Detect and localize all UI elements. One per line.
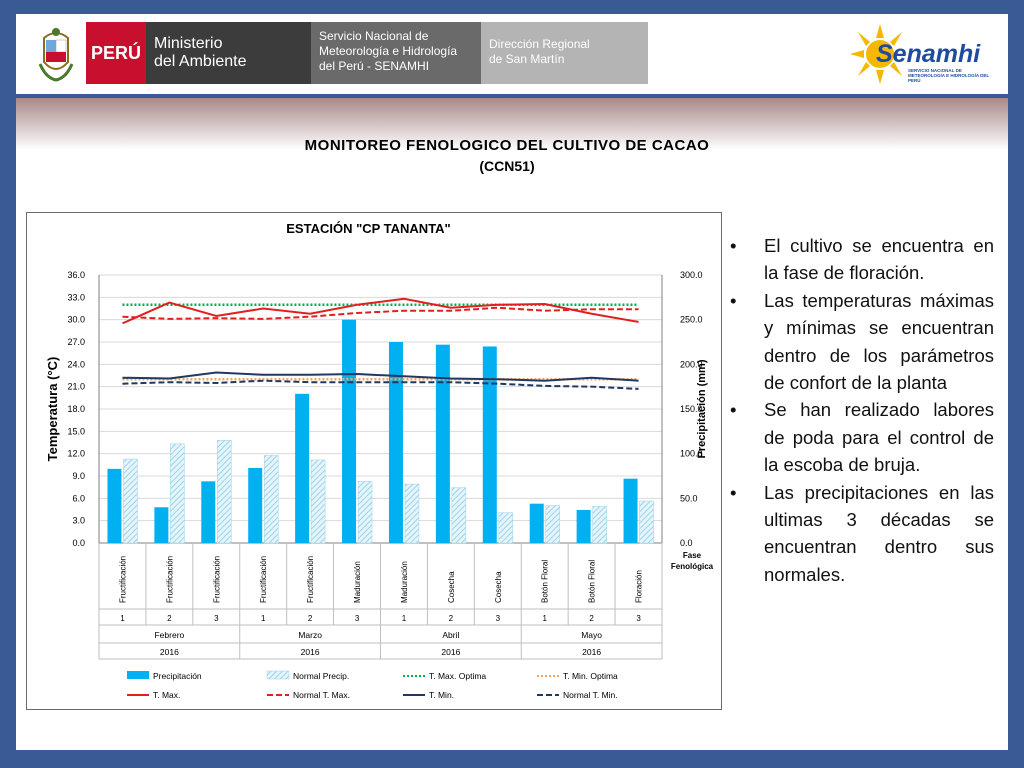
phase-label: Botón Floral — [540, 559, 550, 603]
month-label: Mayo — [581, 630, 603, 640]
legend-label: T. Min. — [429, 690, 455, 700]
normal-precip-bar — [405, 484, 419, 543]
series-line-normal-t-max — [122, 308, 638, 319]
slide-subtitle: (CCN51) — [479, 158, 535, 174]
precip-bar — [577, 510, 591, 543]
peru-label: PERÚ — [86, 22, 146, 84]
phase-label: Cosecha — [493, 571, 503, 603]
servicio-line3: del Perú - SENAMHI — [319, 59, 430, 73]
note-text: El cultivo se encuentra en la fase de floración. — [764, 235, 994, 284]
phase-label: Maduración — [399, 561, 409, 603]
normal-precip-bar — [546, 505, 560, 543]
note-text: Se han realizado labores de poda para el control de la escoba de bruja. — [764, 399, 994, 476]
y-tick-label: 0.0 — [72, 538, 85, 548]
precip-bar — [483, 346, 497, 543]
y2-tick-label: 50.0 — [680, 493, 698, 504]
y-tick-label: 15.0 — [67, 426, 85, 437]
normal-precip-bar — [452, 488, 466, 543]
y-axis-label: Temperatura (°C) — [45, 356, 60, 462]
peru-coat-of-arms-icon — [36, 24, 76, 84]
year-label: 2016 — [441, 647, 461, 657]
legend-label: T. Max. Optima — [429, 671, 487, 681]
servicio-line1: Servicio Nacional de — [319, 29, 429, 43]
decade-label: 2 — [307, 614, 313, 623]
decade-label: 2 — [448, 614, 454, 623]
precip-bar — [248, 468, 262, 543]
decade-label: 1 — [260, 614, 266, 623]
precip-bar — [624, 479, 638, 543]
slide — [16, 14, 1008, 750]
normal-precip-bar — [358, 481, 372, 543]
senamhi-subtitle: SERVICIO NACIONAL DE METEOROLOGÍA E HIDROLOGÍA DEL PERÚ — [908, 68, 990, 83]
phase-axis-label: Fenológica — [670, 562, 714, 571]
precip-bar — [295, 394, 309, 543]
servicio-line2: Meteorología e Hidrología — [319, 44, 458, 58]
notes-list — [728, 232, 994, 588]
bullet-icon: • — [730, 289, 737, 311]
y2-tick-label: 300.0 — [680, 270, 703, 280]
precip-bar — [201, 481, 215, 543]
phase-label: Floración — [634, 570, 644, 603]
y2-tick-label: 250.0 — [680, 314, 703, 325]
legend-label: Normal T. Min. — [563, 690, 618, 700]
note-item — [728, 232, 994, 287]
normal-precip-bar — [264, 455, 278, 543]
precip-bar — [154, 507, 168, 543]
y-tick-label: 21.0 — [67, 381, 85, 392]
month-label: Marzo — [298, 630, 322, 640]
y-tick-label: 9.0 — [72, 471, 85, 481]
normal-precip-bar — [123, 459, 137, 543]
phase-axis-label: Fase — [682, 551, 702, 560]
y-tick-label: 6.0 — [72, 493, 85, 504]
month-label: Abril — [442, 630, 460, 640]
decade-label: 3 — [214, 614, 219, 623]
climate-chart — [27, 213, 721, 709]
y-tick-label: 12.0 — [67, 448, 85, 459]
y2-tick-label: 150.0 — [680, 404, 703, 414]
bullet-icon: • — [730, 235, 737, 256]
legend-label: Normal Precip. — [293, 671, 350, 681]
precip-bar — [389, 342, 403, 543]
y-tick-label: 18.0 — [67, 404, 85, 414]
chart-title: ESTACIÓN "CP TANANTA" — [286, 221, 451, 236]
direccion-line1: Dirección Regional — [489, 37, 590, 51]
precip-bar — [436, 345, 450, 543]
precip-bar — [342, 320, 356, 543]
y-tick-label: 3.0 — [72, 515, 85, 526]
year-label: 2016 — [582, 647, 602, 657]
notes-panel — [728, 232, 994, 588]
phase-label: Fructificación — [165, 555, 175, 603]
legend-label: T. Min. Optima — [563, 671, 618, 681]
phase-label: Fructificación — [118, 555, 128, 603]
direccion-line2: de San Martín — [489, 52, 565, 66]
legend-label: Precipitación — [153, 671, 202, 681]
direccion-label — [481, 22, 648, 84]
servicio-label — [311, 22, 481, 84]
note-text: Las temperaturas máximas y mínimas se encuentran dentro de los parámetros de confort de la planta — [764, 289, 994, 394]
decade-label: 3 — [636, 614, 641, 623]
year-label: 2016 — [300, 647, 320, 657]
decade-label: 3 — [495, 614, 501, 623]
y2-tick-label: 100.0 — [680, 448, 703, 459]
phase-label: Maduración — [353, 561, 363, 603]
ministerio-line2: del Ambiente — [154, 53, 247, 70]
normal-precip-bar — [499, 513, 513, 543]
decade-label: 1 — [401, 614, 407, 623]
note-item — [728, 287, 994, 397]
ministerio-label — [146, 22, 311, 84]
header-logo-strip — [16, 14, 1008, 94]
phase-label: Botón Floral — [587, 559, 597, 603]
y-tick-label: 27.0 — [67, 337, 85, 347]
normal-precip-bar — [217, 440, 231, 543]
decade-label: 1 — [542, 614, 547, 623]
ministerio-line1: Ministerio — [154, 35, 223, 52]
precip-bar — [107, 469, 121, 543]
decade-label: 3 — [354, 614, 360, 623]
y-tick-label: 30.0 — [67, 314, 85, 325]
note-item — [728, 479, 994, 589]
note-text: Las precipitaciones en las ultimas 3 décadas se encuentran dentro sus normales. — [764, 481, 994, 585]
bullet-icon: • — [730, 481, 737, 503]
normal-precip-bar — [170, 444, 184, 543]
y-tick-label: 36.0 — [67, 270, 85, 280]
precip-bar — [530, 504, 544, 543]
phase-label: Fructificación — [259, 555, 269, 603]
legend-swatch — [267, 671, 289, 679]
y-tick-label: 33.0 — [67, 292, 85, 303]
y-tick-label: 24.0 — [67, 359, 85, 370]
bullet-icon: • — [730, 399, 737, 421]
phase-label: Fructificación — [212, 555, 222, 603]
y2-tick-label: 200.0 — [680, 359, 703, 370]
phase-label: Fructificación — [306, 555, 316, 603]
normal-precip-bar — [311, 460, 325, 543]
phase-label: Cosecha — [446, 571, 456, 603]
decade-label: 1 — [120, 614, 125, 623]
normal-precip-bar — [593, 506, 607, 543]
decade-label: 2 — [167, 614, 172, 623]
series-line-normal-t-min — [122, 381, 638, 389]
note-item — [728, 396, 994, 478]
senamhi-wordmark: Senamhi — [876, 40, 981, 68]
chart-frame — [26, 212, 722, 710]
decade-label: 2 — [589, 614, 594, 623]
slide-title: MONITOREO FENOLOGICO DEL CULTIVO DE CACAO — [304, 137, 710, 154]
y2-axis-label: Precipitación (mm) — [696, 359, 708, 459]
legend-label: T. Max. — [153, 690, 181, 700]
normal-precip-bar — [640, 501, 654, 543]
legend-label: Normal T. Max. — [293, 690, 350, 700]
legend-swatch — [127, 671, 149, 679]
month-label: Febrero — [154, 630, 185, 640]
year-label: 2016 — [159, 647, 179, 657]
y2-tick-label: 0.0 — [680, 538, 693, 548]
